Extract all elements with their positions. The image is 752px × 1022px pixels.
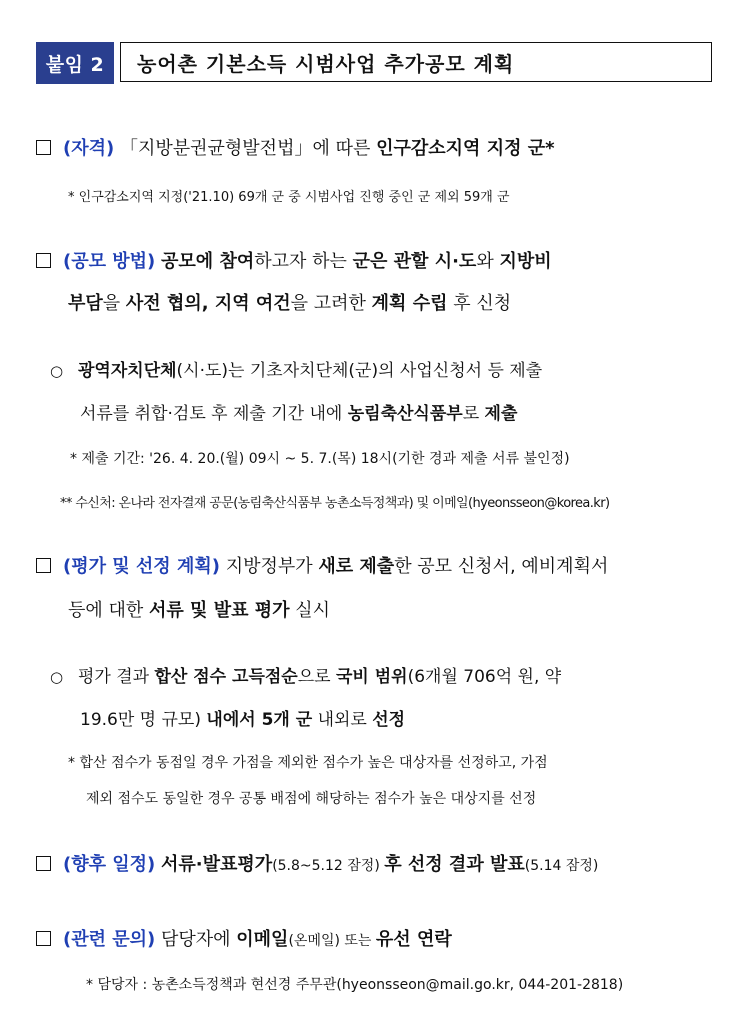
bold-text: 후 선정 결과 발표 xyxy=(384,854,525,875)
bold-text: 부담 xyxy=(68,293,103,314)
bold-text: 광역자치단체 xyxy=(78,361,177,381)
text: (5.8~5.12 잠정) xyxy=(272,858,385,874)
text: (6개월 706억 원, 약 xyxy=(407,667,562,687)
attachment-badge: 붙임 2 xyxy=(36,42,114,84)
checkbox-square-icon xyxy=(36,558,51,573)
text: 서류를 취합·검토 후 제출 기간 내에 xyxy=(80,404,348,424)
text: 을 xyxy=(102,293,126,314)
text: 와 xyxy=(476,251,500,272)
note-qualification: * 인구감소지역 지정('21.10) 69개 군 중 시범사업 진행 중인 군 제외 59개 군 xyxy=(68,190,510,205)
bold-text: 계획 수립 xyxy=(371,293,448,314)
bold-text: 이메일 xyxy=(236,929,289,950)
text: 담당자에 xyxy=(155,929,237,950)
bold-text: 유선 연락 xyxy=(375,929,452,950)
bold-text: 새로 제출 xyxy=(318,556,395,577)
bold-text: 선정 xyxy=(372,710,406,730)
bullet-method-1-line2 xyxy=(80,399,517,424)
note-contact: * 담당자 : 농촌소득정책과 현선경 주무관(hyeonsseon@mail.go.kr, 044-201-2818) xyxy=(86,977,624,993)
bold-text: 서류 및 발표 평가 xyxy=(149,600,290,621)
section-label: (공모 방법) xyxy=(63,251,156,272)
checkbox-square-icon xyxy=(36,253,51,268)
bold-text: 서류·발표평가 xyxy=(161,854,273,875)
section-bold-text: 인구감소지역 지정 군* xyxy=(376,138,555,159)
bold-text: 공모에 참여 xyxy=(161,251,255,272)
section-method-line2 xyxy=(68,289,511,315)
bold-text: 내에서 5개 군 xyxy=(206,710,313,730)
text: (온메일) 또는 xyxy=(288,933,376,949)
text: 하고자 하는 xyxy=(254,251,353,272)
bullet-method-1 xyxy=(50,356,542,381)
document-header xyxy=(36,42,714,84)
section-label: (자격) xyxy=(63,138,115,159)
circle-bullet-icon: ○ xyxy=(50,362,64,380)
section-label: (향후 일정) xyxy=(63,854,156,875)
bold-text: 국비 범위 xyxy=(335,667,408,687)
section-evaluation-line2 xyxy=(68,596,330,622)
text: 한 공모 신청서, 예비계획서 xyxy=(394,556,609,577)
text: (시·도)는 기초자치단체(군)의 사업신청서 등 제출 xyxy=(176,361,543,381)
bold-text: 군은 관할 시·도 xyxy=(352,251,477,272)
checkbox-square-icon xyxy=(36,931,51,946)
section-label: (관련 문의) xyxy=(63,929,156,950)
bold-text: 제출 xyxy=(484,404,518,424)
text: 등에 대한 xyxy=(68,600,149,621)
bullet-evaluation-1-line2 xyxy=(80,705,405,730)
note-tiebreak-line2: 제외 점수도 동일한 경우 공통 배점에 해당하는 점수가 높은 대상지를 선정 xyxy=(86,791,537,807)
text: 내외로 xyxy=(312,710,373,730)
note-submission-period: * 제출 기간: '26. 4. 20.(월) 09시 ~ 5. 7.(목) 18시(기한 경과 제출 서류 불인정) xyxy=(70,451,570,467)
bold-text: 농림축산식품부 xyxy=(347,404,463,424)
text: 지방정부가 xyxy=(219,556,319,577)
bullet-evaluation-1 xyxy=(50,662,561,687)
text: 19.6만 명 규모) xyxy=(80,710,207,730)
note-recipient: ** 수신처: 온나라 전자결재 공문(농림축산식품부 농촌소득정책과) 및 이메일(hyeonsseon@korea.kr) xyxy=(60,496,610,511)
checkbox-square-icon xyxy=(36,140,51,155)
title-box xyxy=(120,42,712,82)
bold-text: 지방비 xyxy=(499,251,552,272)
bold-text: 합산 점수 고득점순 xyxy=(154,667,298,687)
text: 을 고려한 xyxy=(290,293,372,314)
text: (5.14 잠정) xyxy=(524,858,599,874)
section-label: (평가 및 선정 계획) xyxy=(63,556,220,577)
text: 로 xyxy=(462,404,485,424)
note-tiebreak-line1: * 합산 점수가 동점일 경우 가점을 제외한 점수가 높은 대상자를 선정하고, 가점 xyxy=(68,755,548,771)
section-text: 「지방분권균형발전법」에 따른 xyxy=(119,138,371,159)
section-qualification xyxy=(36,134,555,160)
text: 으로 xyxy=(297,667,336,687)
checkbox-square-icon xyxy=(36,856,51,871)
section-method xyxy=(36,247,552,273)
section-evaluation xyxy=(36,552,608,578)
text: 평가 결과 xyxy=(78,667,155,687)
text: 후 신청 xyxy=(447,293,512,314)
page-title: 농어촌 기본소득 시범사업 추가공모 계획 xyxy=(137,51,515,76)
text: 실시 xyxy=(289,600,331,621)
section-schedule xyxy=(36,850,598,876)
bold-text: 사전 협의, 지역 여건 xyxy=(125,293,291,314)
section-inquiry xyxy=(36,925,452,951)
circle-bullet-icon: ○ xyxy=(50,668,64,686)
